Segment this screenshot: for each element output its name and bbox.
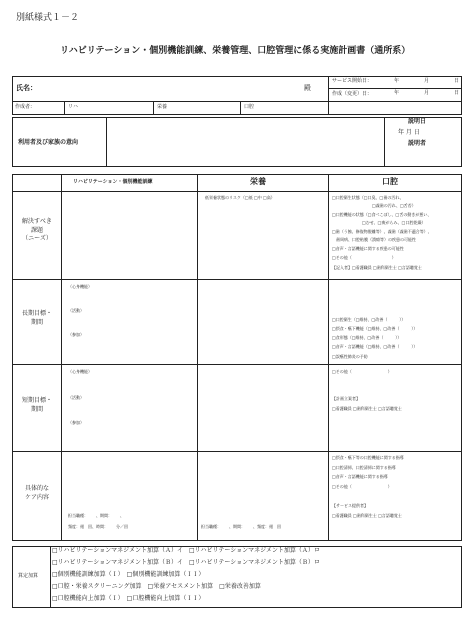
rehab-item-body: （心身機能）: [68, 284, 92, 289]
created-date-label: 作成（変更）日：: [332, 91, 373, 97]
oral-care-line[interactable]: □音声・言語機能に関する指導: [332, 474, 388, 479]
creator-label: 作成者：: [15, 104, 36, 110]
explain-date-parts[interactable]: 年 月 日: [398, 129, 420, 136]
service-start-label: サービス開始日：: [332, 78, 373, 84]
rehab-item-body: （心身機能）: [68, 369, 92, 374]
oral-goal-line[interactable]: □口腔衛生（□維持、□改善（ ））: [332, 317, 406, 322]
oral-goal-line[interactable]: □音声・言語機能（□維持、□改善（ ））: [332, 344, 418, 349]
year-label: 年: [394, 90, 400, 96]
addition-row[interactable]: □個別機能訓練加算（Ｉ） □個別機能訓練加算（ＩＩ）: [52, 571, 205, 578]
col-header-rehab: リハビリテーション・個別機能訓練: [73, 179, 153, 185]
creator-nutrition-label: 栄養: [157, 104, 168, 110]
col-header-nutrition: 栄養: [250, 177, 266, 186]
creator-oral-label: 口腔: [244, 104, 255, 110]
row-label-needs: 解決すべき 課題 （ニーズ）: [22, 218, 52, 243]
explainer-field[interactable]: [386, 150, 460, 165]
rehab-item-activity: （活動）: [68, 395, 84, 400]
oral-needs-line[interactable]: □義歯の汚れ、□舌苔）: [372, 203, 416, 208]
addition-row[interactable]: □リハビリテーションマネジメント加算（Ｂ）イ □リハビリテーションマネジメント加算（Ｂ）ロ: [52, 559, 320, 566]
oral-goal-line[interactable]: □摂食・嚥下機能（□維持、□改善（ ））: [332, 326, 418, 331]
explain-date-label: 説明日: [408, 118, 427, 125]
row-label-long: 長期目標・ 期間: [21, 310, 52, 326]
rehab-care-line[interactable]: 担当職種： 、期間： 、: [68, 513, 124, 518]
addition-row[interactable]: □口腔・栄養スクリーニング加算 □栄養アセスメント加算 □栄養改善加算: [52, 583, 261, 590]
creator-nutrition-field[interactable]: [170, 102, 238, 114]
page-title: リハビリテーション・個別機能訓練、栄養管理、口腔管理に係る実施計画書（通所系）: [60, 46, 411, 56]
nutrition-risk[interactable]: 低栄養状態のリスク（□低 □中 □高）: [205, 195, 275, 200]
oral-goal-line[interactable]: □その他（ ）: [332, 369, 392, 374]
oral-care-line[interactable]: □口腔清掃、口腔清掃に関する指導: [332, 465, 396, 470]
oral-provider-options[interactable]: □看護職員 □歯科衛生士 □言語聴覚士: [332, 513, 402, 518]
oral-needs-line[interactable]: □その他（ ）: [332, 255, 396, 260]
oral-needs-line[interactable]: □口腔衛生状態（□口臭、□歯の汚れ、: [332, 195, 404, 200]
rehab-item-participation: （参加）: [68, 420, 84, 425]
oral-needs-line[interactable]: □口腔機能の状態（□食べこぼし、□舌の動きが悪い、: [332, 212, 432, 217]
name-field[interactable]: [45, 80, 295, 98]
explainer-label: 説明者: [408, 140, 427, 147]
col-header-oral: 口腔: [382, 177, 398, 186]
oral-care-line[interactable]: □その他（ ）: [332, 484, 392, 489]
name-suffix: 殿: [304, 84, 311, 92]
day-label: 日: [454, 90, 460, 96]
row-label-short: 短期目標・ 期間: [21, 397, 52, 413]
oral-planner-label: 【計画立案者】: [332, 396, 360, 401]
addition-label: 算定加算: [18, 573, 39, 579]
day-label: 日: [454, 78, 460, 84]
created-date-field[interactable]: [378, 89, 462, 100]
service-start-date-field[interactable]: [378, 77, 462, 88]
oral-goal-line[interactable]: □誤嚥性肺炎の予防: [332, 354, 368, 359]
form-number: 別紙様式１－２: [16, 13, 80, 23]
creator-rehab-label: リハ: [68, 104, 78, 110]
oral-needs-line[interactable]: □むせ、□痰がらみ、□口腔乾燥）: [362, 220, 426, 225]
rehab-item-participation: （参加）: [68, 332, 84, 337]
rehab-care-line[interactable]: 頻度：週 回、時間： 分／回: [68, 524, 128, 529]
intention-label: 利用者及び家族の意向: [18, 139, 79, 146]
oral-planner-options[interactable]: □看護職員 □歯科衛生士 □言語聴覚士: [332, 406, 402, 411]
oral-needs-recorder[interactable]: 【記入者】□看護職員 □歯科衛生士 □言語聴覚士: [332, 265, 422, 270]
addition-row[interactable]: □口腔機能向上加算（Ｉ） □口腔機能向上加算（ＩＩ）: [52, 595, 205, 602]
oral-provider-label: 【サービス提供者】: [332, 503, 368, 508]
year-label: 年: [394, 78, 400, 84]
addition-row[interactable]: □リハビリテーションマネジメント加算（Ａ）イ □リハビリテーションマネジメント加算（Ａ）ロ: [52, 547, 320, 554]
oral-needs-line: 歯周病、口腔粘膜（潰瘍等）の疾患の可能性: [336, 237, 416, 242]
creator-rehab-field[interactable]: [84, 102, 152, 114]
nutrition-care-line[interactable]: 担当職種： 、期間： 、頻度：週 回: [201, 524, 281, 529]
intention-field[interactable]: [108, 119, 382, 165]
month-label: 月: [424, 78, 430, 84]
oral-care-line[interactable]: □摂食・嚥下等の口腔機能に関する指導: [332, 455, 404, 460]
row-label-care: 具体的な ケア内容: [24, 485, 49, 501]
month-label: 月: [424, 90, 430, 96]
creator-oral-field[interactable]: [256, 102, 326, 114]
rehab-item-activity: （活動）: [68, 308, 84, 313]
name-label: 氏名：: [16, 84, 37, 92]
oral-needs-line[interactable]: □音声・言語機能に関する疾患の可能性: [332, 246, 404, 251]
oral-goal-line[interactable]: □食形態（□維持、□改善（ ））: [332, 335, 402, 340]
oral-needs-line[interactable]: □歯（う蝕、修復物脱離等）、義歯（義歯不適合等）、: [332, 229, 432, 234]
